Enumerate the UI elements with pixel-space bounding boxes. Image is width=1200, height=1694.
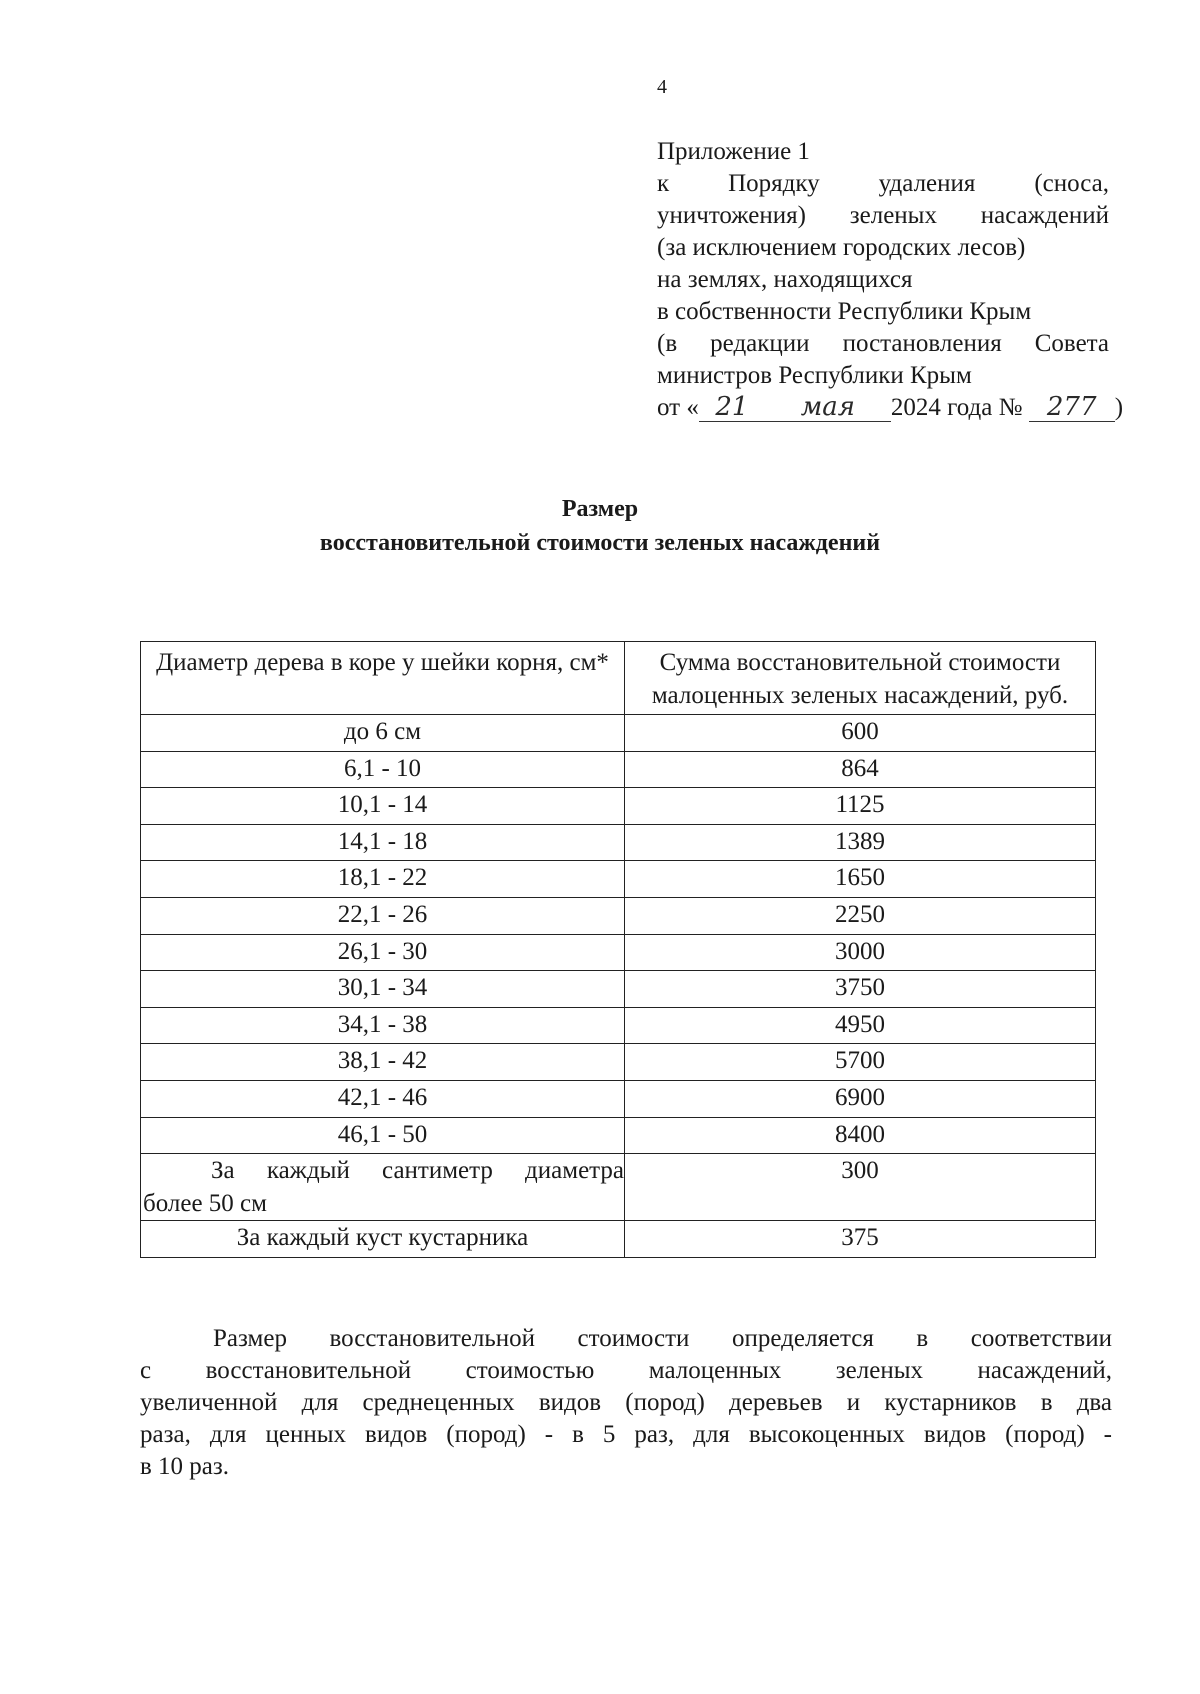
restoration-sum: 4950 bbox=[625, 1007, 1096, 1044]
diameter-range: 30,1 - 34 bbox=[141, 971, 625, 1008]
per-cm-label-line-1: За каждый сантиметр диаметра bbox=[211, 1157, 624, 1185]
appendix-line-2 bbox=[657, 168, 1109, 200]
table-header-row bbox=[141, 642, 1096, 715]
diameter-range: 10,1 - 14 bbox=[141, 788, 625, 825]
appendix-line-3: уничтожения) зеленых насаждений bbox=[657, 202, 1109, 229]
appendix-date-line bbox=[657, 392, 1124, 424]
diameter-range: 34,1 - 38 bbox=[141, 1007, 625, 1044]
appendix-word: (сноса, bbox=[1034, 170, 1110, 197]
note-line-2: с восстановительной стоимостью малоценных зеленых насаждений, bbox=[140, 1357, 1112, 1384]
restoration-sum: 1650 bbox=[625, 861, 1096, 898]
restoration-sum: 1389 bbox=[625, 824, 1096, 861]
table-row-shrub bbox=[141, 1221, 1096, 1258]
shrub-label: За каждый куст кустарника bbox=[141, 1221, 625, 1258]
handwritten-day: 21 bbox=[699, 393, 765, 422]
handwritten-doc-number: 277 bbox=[1029, 393, 1115, 422]
cost-table bbox=[140, 641, 1096, 1258]
shrub-sum: 375 bbox=[625, 1221, 1096, 1258]
header-sum: Сумма восстановительной стоимости малоценных зеленых насаждений, руб. bbox=[625, 642, 1096, 715]
appendix-title: Приложение 1 bbox=[657, 138, 810, 165]
appendix-line-5: на землях, находящихся bbox=[657, 266, 913, 293]
diameter-range: 38,1 - 42 bbox=[141, 1044, 625, 1081]
table-row bbox=[141, 788, 1096, 825]
appendix-word: Порядку bbox=[728, 170, 820, 197]
appendix-line-4: (за исключением городских лесов) bbox=[657, 234, 1026, 261]
diameter-range: 6,1 - 10 bbox=[141, 751, 625, 788]
per-cm-sum: 300 bbox=[625, 1154, 1096, 1221]
note-line-3: увеличенной для среднеценных видов (пород) деревьев и кустарников в два bbox=[140, 1389, 1112, 1416]
diameter-range: 18,1 - 22 bbox=[141, 861, 625, 898]
diameter-range: 26,1 - 30 bbox=[141, 934, 625, 971]
appendix-line-6: в собственности Республики Крым bbox=[657, 298, 1032, 325]
table-row bbox=[141, 715, 1096, 752]
appendix-word: к bbox=[657, 170, 670, 197]
restoration-sum: 6900 bbox=[625, 1080, 1096, 1117]
note-line-4: раза, для ценных видов (пород) - в 5 раз, для высокоценных видов (пород) - bbox=[140, 1421, 1112, 1448]
table-row bbox=[141, 1044, 1096, 1081]
title-line-2: восстановительной стоимости зеленых насаждений bbox=[319, 530, 881, 556]
diameter-range: 46,1 - 50 bbox=[141, 1117, 625, 1154]
restoration-sum: 5700 bbox=[625, 1044, 1096, 1081]
title-line-1: Размер bbox=[561, 496, 639, 522]
table-row-per-cm bbox=[141, 1154, 1096, 1221]
diameter-range: 42,1 - 46 bbox=[141, 1080, 625, 1117]
note-line-1: Размер восстановительной стоимости определяется в соответствии bbox=[213, 1325, 1112, 1352]
table-row bbox=[141, 1117, 1096, 1154]
page-number: 4 bbox=[657, 76, 667, 98]
restoration-sum: 864 bbox=[625, 751, 1096, 788]
date-year: 2024 года № bbox=[890, 394, 1023, 421]
table-row bbox=[141, 897, 1096, 934]
appendix-header bbox=[657, 136, 1124, 424]
restoration-sum: 600 bbox=[625, 715, 1096, 752]
date-prefix: от « bbox=[657, 394, 699, 421]
restoration-sum: 8400 bbox=[625, 1117, 1096, 1154]
table-row bbox=[141, 934, 1096, 971]
appendix-line-7: (в редакции постановления Совета bbox=[657, 330, 1109, 357]
note-line-5: в 10 раз. bbox=[140, 1453, 230, 1480]
diameter-range: 14,1 - 18 bbox=[141, 824, 625, 861]
table-row bbox=[141, 1080, 1096, 1117]
appendix-word: удаления bbox=[878, 170, 976, 197]
diameter-range: 22,1 - 26 bbox=[141, 897, 625, 934]
handwritten-month: мая bbox=[765, 393, 891, 422]
date-suffix: ) bbox=[1114, 394, 1124, 421]
document-title bbox=[0, 492, 1200, 560]
diameter-range: до 6 см bbox=[141, 715, 625, 752]
per-cm-label bbox=[141, 1154, 625, 1221]
table-row bbox=[141, 861, 1096, 898]
table-row bbox=[141, 971, 1096, 1008]
restoration-sum: 2250 bbox=[625, 897, 1096, 934]
table-row bbox=[141, 751, 1096, 788]
restoration-sum: 3000 bbox=[625, 934, 1096, 971]
per-cm-label-line-2: более 50 см bbox=[143, 1190, 267, 1218]
restoration-sum: 3750 bbox=[625, 971, 1096, 1008]
table-row bbox=[141, 1007, 1096, 1044]
restoration-sum: 1125 bbox=[625, 788, 1096, 825]
table-row bbox=[141, 824, 1096, 861]
appendix-line-8: министров Республики Крым bbox=[657, 362, 972, 389]
note-paragraph bbox=[140, 1323, 1112, 1483]
header-diameter: Диаметр дерева в коре у шейки корня, см* bbox=[141, 642, 625, 715]
